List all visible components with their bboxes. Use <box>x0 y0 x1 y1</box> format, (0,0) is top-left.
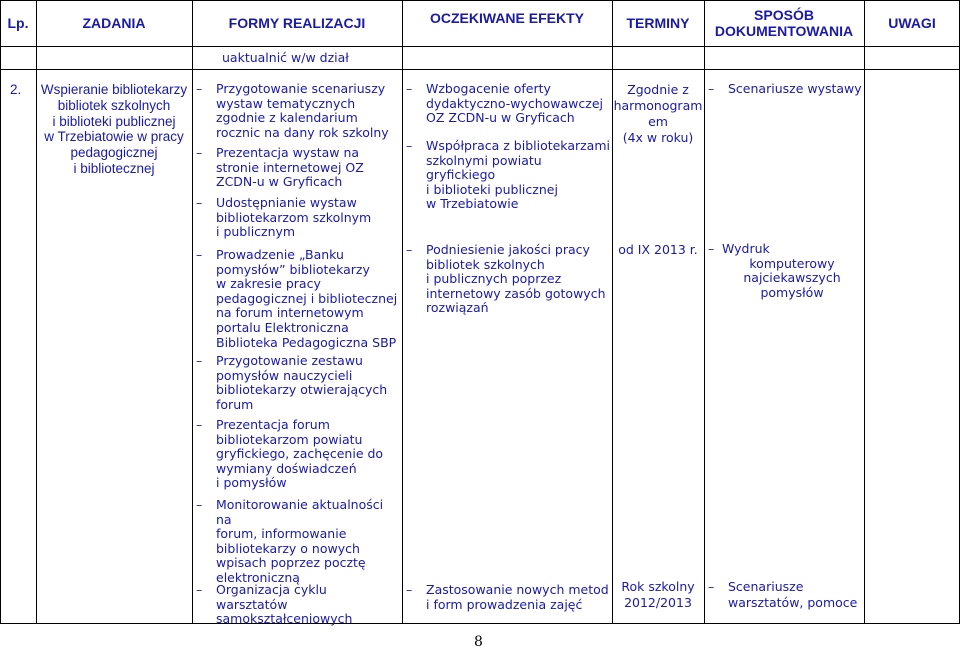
form-line: elektroniczną <box>216 569 300 585</box>
effect-item <box>406 583 610 612</box>
task-line: pedagogicznej <box>70 145 158 161</box>
form-item <box>196 418 400 491</box>
bullet-dash: – <box>406 138 413 153</box>
effect-item <box>406 139 610 212</box>
doc-line: komputerowy <box>749 255 835 271</box>
form-line: portalu Elektroniczna <box>216 319 349 335</box>
effect-line: Współpraca z bibliotekarzami <box>426 138 610 153</box>
form-line: bibliotekarzom szkolnym <box>216 209 372 225</box>
form-line: Biblioteka Pedagogiczna SBP <box>216 334 397 350</box>
form-line: Przygotowanie zestawu <box>216 353 363 368</box>
bullet-dash: – <box>196 497 203 512</box>
bullet-dash: – <box>196 145 203 160</box>
task-text <box>38 82 190 177</box>
form-line: rocznic na dany rok szkolny <box>216 124 389 140</box>
form-line: Prezentacja forum <box>216 417 330 432</box>
bullet-dash: – <box>406 81 413 96</box>
header-terminy: TERMINY <box>626 15 690 31</box>
doc-line: najciekawszych <box>743 270 841 286</box>
header-zadania: ZADANIA <box>82 15 146 31</box>
form-line: i publicznym <box>216 224 296 240</box>
doc-item <box>708 82 862 97</box>
form-item <box>196 583 400 627</box>
update-row-bottom-border <box>0 69 960 70</box>
form-line: bibliotekarzy o nowych <box>216 540 360 556</box>
header-formy: FORMY REALIZACJI <box>228 15 366 31</box>
doc-item <box>708 579 862 611</box>
row-number: 2. <box>10 82 22 97</box>
effect-item <box>406 243 610 316</box>
form-line: Monitorowanie aktualności na <box>216 497 384 527</box>
page-number: 8 <box>474 634 483 650</box>
effect-line: w Trzebiatowie <box>426 196 519 212</box>
col-border-5 <box>704 0 705 624</box>
effect-line: i form prowadzenia zajęć <box>426 596 583 612</box>
col-border-0 <box>0 0 1 624</box>
form-line: na forum internetowym <box>216 305 364 321</box>
term-line: 2012/2013 <box>624 595 692 610</box>
bullet-dash: – <box>196 195 203 210</box>
term-item <box>613 82 703 146</box>
form-line: pomysłów” bibliotekarzy <box>216 261 370 277</box>
doc-line: Wydruk <box>722 241 770 256</box>
header-uwagi: UWAGI <box>888 15 936 31</box>
header-efekty: OCZEKIWANE EFEKTY <box>429 10 584 26</box>
form-item <box>196 146 400 190</box>
form-line: Organizacja cyklu warsztatów <box>216 582 327 612</box>
doc-line: Scenariusze <box>728 579 804 594</box>
bullet-dash: – <box>196 353 203 368</box>
effect-item <box>406 82 610 126</box>
doc-line: warsztatów, pomoce <box>728 595 858 610</box>
task-line: bibliotek szkolnych <box>57 97 171 113</box>
bullet-dash: – <box>708 81 715 96</box>
effect-line: dydaktyczno-wychowawczej <box>426 95 603 111</box>
form-line: forum, informowanie <box>216 526 347 542</box>
task-line: i bibliotecznej <box>73 160 155 176</box>
task-line: w Trzebiatowie w pracy <box>44 129 184 145</box>
header-lp: Lp. <box>7 15 29 31</box>
bullet-dash: – <box>708 241 715 256</box>
form-line: wystaw tematycznych <box>216 95 356 111</box>
header-sposob-line1: SPOSÓB <box>754 7 814 23</box>
form-line: bibliotekarzy otwierających <box>216 382 388 398</box>
effect-line: OZ ZCDN-u w Gryficach <box>426 110 575 126</box>
header-sposob <box>704 0 864 46</box>
effect-line: bibliotek szkolnych <box>426 256 545 272</box>
form-line: gryfickiego, zachęcenie do <box>216 446 384 462</box>
bullet-dash: – <box>406 582 413 597</box>
effect-line: Wzbogacenie oferty <box>426 81 551 96</box>
table-top-border <box>0 0 960 1</box>
form-line: Udostępnianie wystaw <box>216 195 357 210</box>
term-line: Zgodnie z <box>627 82 689 97</box>
term-line: od IX 2013 r. <box>618 242 698 257</box>
bullet-dash: – <box>708 579 715 594</box>
form-line: ZCDN-u w Gryficach <box>216 174 343 190</box>
form-line: bibliotekarzom powiatu <box>216 431 363 447</box>
table-bottom-border <box>0 623 960 624</box>
bullet-dash: – <box>406 242 413 257</box>
effect-line: szkolnymi powiatu gryfickiego <box>426 152 542 183</box>
bullet-dash: – <box>196 417 203 432</box>
form-item <box>196 196 400 240</box>
col-border-3 <box>402 0 403 624</box>
form-line: Przygotowanie scenariuszy <box>216 81 386 96</box>
effect-line: internetowy zasób gotowych <box>426 285 606 301</box>
doc-item <box>708 242 862 300</box>
effect-line: i biblioteki publicznej <box>426 181 558 197</box>
form-line: i pomysłów <box>216 475 287 491</box>
bullet-dash: – <box>196 247 203 262</box>
form-item <box>196 82 400 140</box>
form-item <box>196 354 400 412</box>
term-line: harmonogram <box>613 98 703 113</box>
form-line: Prowadzenie „Banku <box>216 247 344 262</box>
task-line: Wspieranie bibliotekarzy <box>40 82 188 97</box>
form-line: wymiany doświadczeń <box>216 460 357 476</box>
form-line: wpisach poprzez pocztę <box>216 555 366 571</box>
form-item <box>196 498 400 586</box>
form-line: w zakresie pracy <box>216 276 321 292</box>
form-line: stronie internetowej OZ <box>216 159 364 175</box>
header-sposob-line2: DOKUMENTOWANIA <box>714 23 854 39</box>
term-item <box>613 242 703 258</box>
effect-line: Podniesienie jakości pracy <box>426 242 590 257</box>
form-line: zgodnie z kalendarium <box>216 110 358 126</box>
form-line: pedagogicznej i bibliotecznej <box>216 290 398 306</box>
update-note: uaktualnić w/w dział <box>222 50 349 65</box>
effect-line: rozwiązań <box>426 300 489 316</box>
bullet-dash: – <box>196 582 203 597</box>
col-border-6 <box>864 0 865 624</box>
term-line: (4x w roku) <box>622 130 694 145</box>
term-line: Rok szkolny <box>621 579 695 594</box>
task-line: i biblioteki publicznej <box>52 113 176 129</box>
form-line: forum <box>216 396 254 412</box>
effect-line: Zastosowanie nowych metod <box>426 582 609 597</box>
doc-line: Scenariusze wystawy <box>728 81 862 96</box>
doc-line: pomysłów <box>760 284 824 300</box>
effect-line: i publicznych poprzez <box>426 271 562 287</box>
form-line: Prezentacja wystaw na <box>216 145 360 160</box>
term-line: em <box>648 114 668 129</box>
term-item <box>613 579 703 611</box>
form-line: pomysłów nauczycieli <box>216 367 353 383</box>
header-bottom-border <box>0 46 960 47</box>
form-item <box>196 248 400 350</box>
col-border-1 <box>36 0 37 624</box>
form-line: samokształceniowych <box>216 611 353 627</box>
bullet-dash: – <box>196 81 203 96</box>
col-border-2 <box>192 0 193 624</box>
